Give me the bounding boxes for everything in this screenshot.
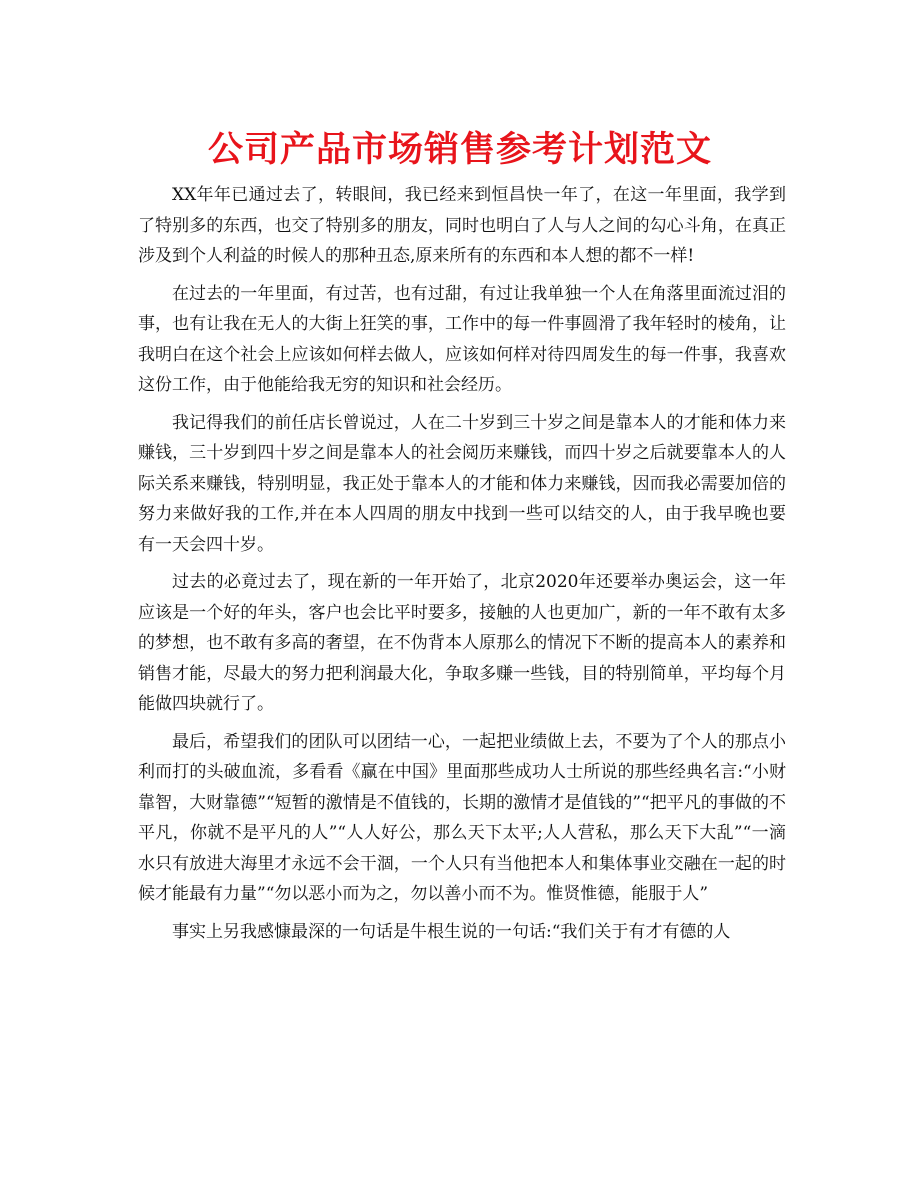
document-title: 公司产品市场销售参考计划范文 (207, 130, 712, 170)
document-body (138, 180, 786, 954)
paragraph: 我记得我们的前任店长曾说过，人在二十岁到三十岁之间是靠本人的才能和体力来赚钱，三十岁到四十岁之间是靠本人的社会阅历来赚钱，而四十岁之后就要靠本人的人际关系来赚钱，特别明显，我正处于靠本人的才能和体力来赚钱，因而我必需要加倍的努力来做好我的工作,并在本人四周的朋友中找到一些可以结交的人，由于我早晚也要有一天会四十岁。 (138, 412, 786, 555)
paragraph: 事实上另我感慷最深的一句话是牛根生说的一句话:“我们关于有才有德的人 (172, 921, 731, 942)
paragraph: 最后，希望我们的团队可以团结一心，一起把业绩做上去，不要为了个人的那点小利而打的头破血流，多看看《赢在中国》里面那些成功人士所说的那些经典名言:“小财靠智，大财靠德”“短暂的激情是不值钱的，长期的激情才是值钱的”“把平凡的事做的不平凡，你就不是平凡的人”“人人好公，那么天下太平;人人营私，那么天下大乱”“一滴水只有放进大海里才永远不会干涸，一个人只有当他把本人和集体事业交融在一起的时候才能最有力量”“勿以恶小而为之，勿以善小而不为。惟贤惟德，能服于人” (138, 731, 786, 904)
paragraph: XX年年已通过去了，转眼间，我已经来到恒昌快一年了，在这一年里面，我学到了特别多的东西，也交了特别多的朋友，同时也明白了人与人之间的勾心斗角，在真正涉及到个人利益的时候人的那种丑态,原来所有的东西和本人想的都不一样! (138, 185, 786, 266)
paragraph: 过去的必竟过去了，现在新的一年开始了，北京2020年还要举办奥运会，这一年应该是一个好的年头，客户也会比平时要多，接触的人也更加广，新的一年不敢有太多的梦想，也不敢有多高的奢望，在不伪背本人原那么的情况下不断的提高本人的素养和销售才能，尽最大的努力把利润最大化，争取多赚一些钱，目的特别简单，平均每个月能做四块就行了。 (138, 572, 786, 714)
paragraph: 在过去的一年里面，有过苦，也有过甜，有过让我单独一个人在角落里面流过泪的事，也有让我在无人的大街上狂笑的事，工作中的每一件事圆滑了我年轻时的棱角，让我明白在这个社会上应该如何样去做人，应该如何样对待四周发生的每一件事，我喜欢这份工作，由于他能给我无穷的知识和社会经历。 (138, 283, 786, 395)
